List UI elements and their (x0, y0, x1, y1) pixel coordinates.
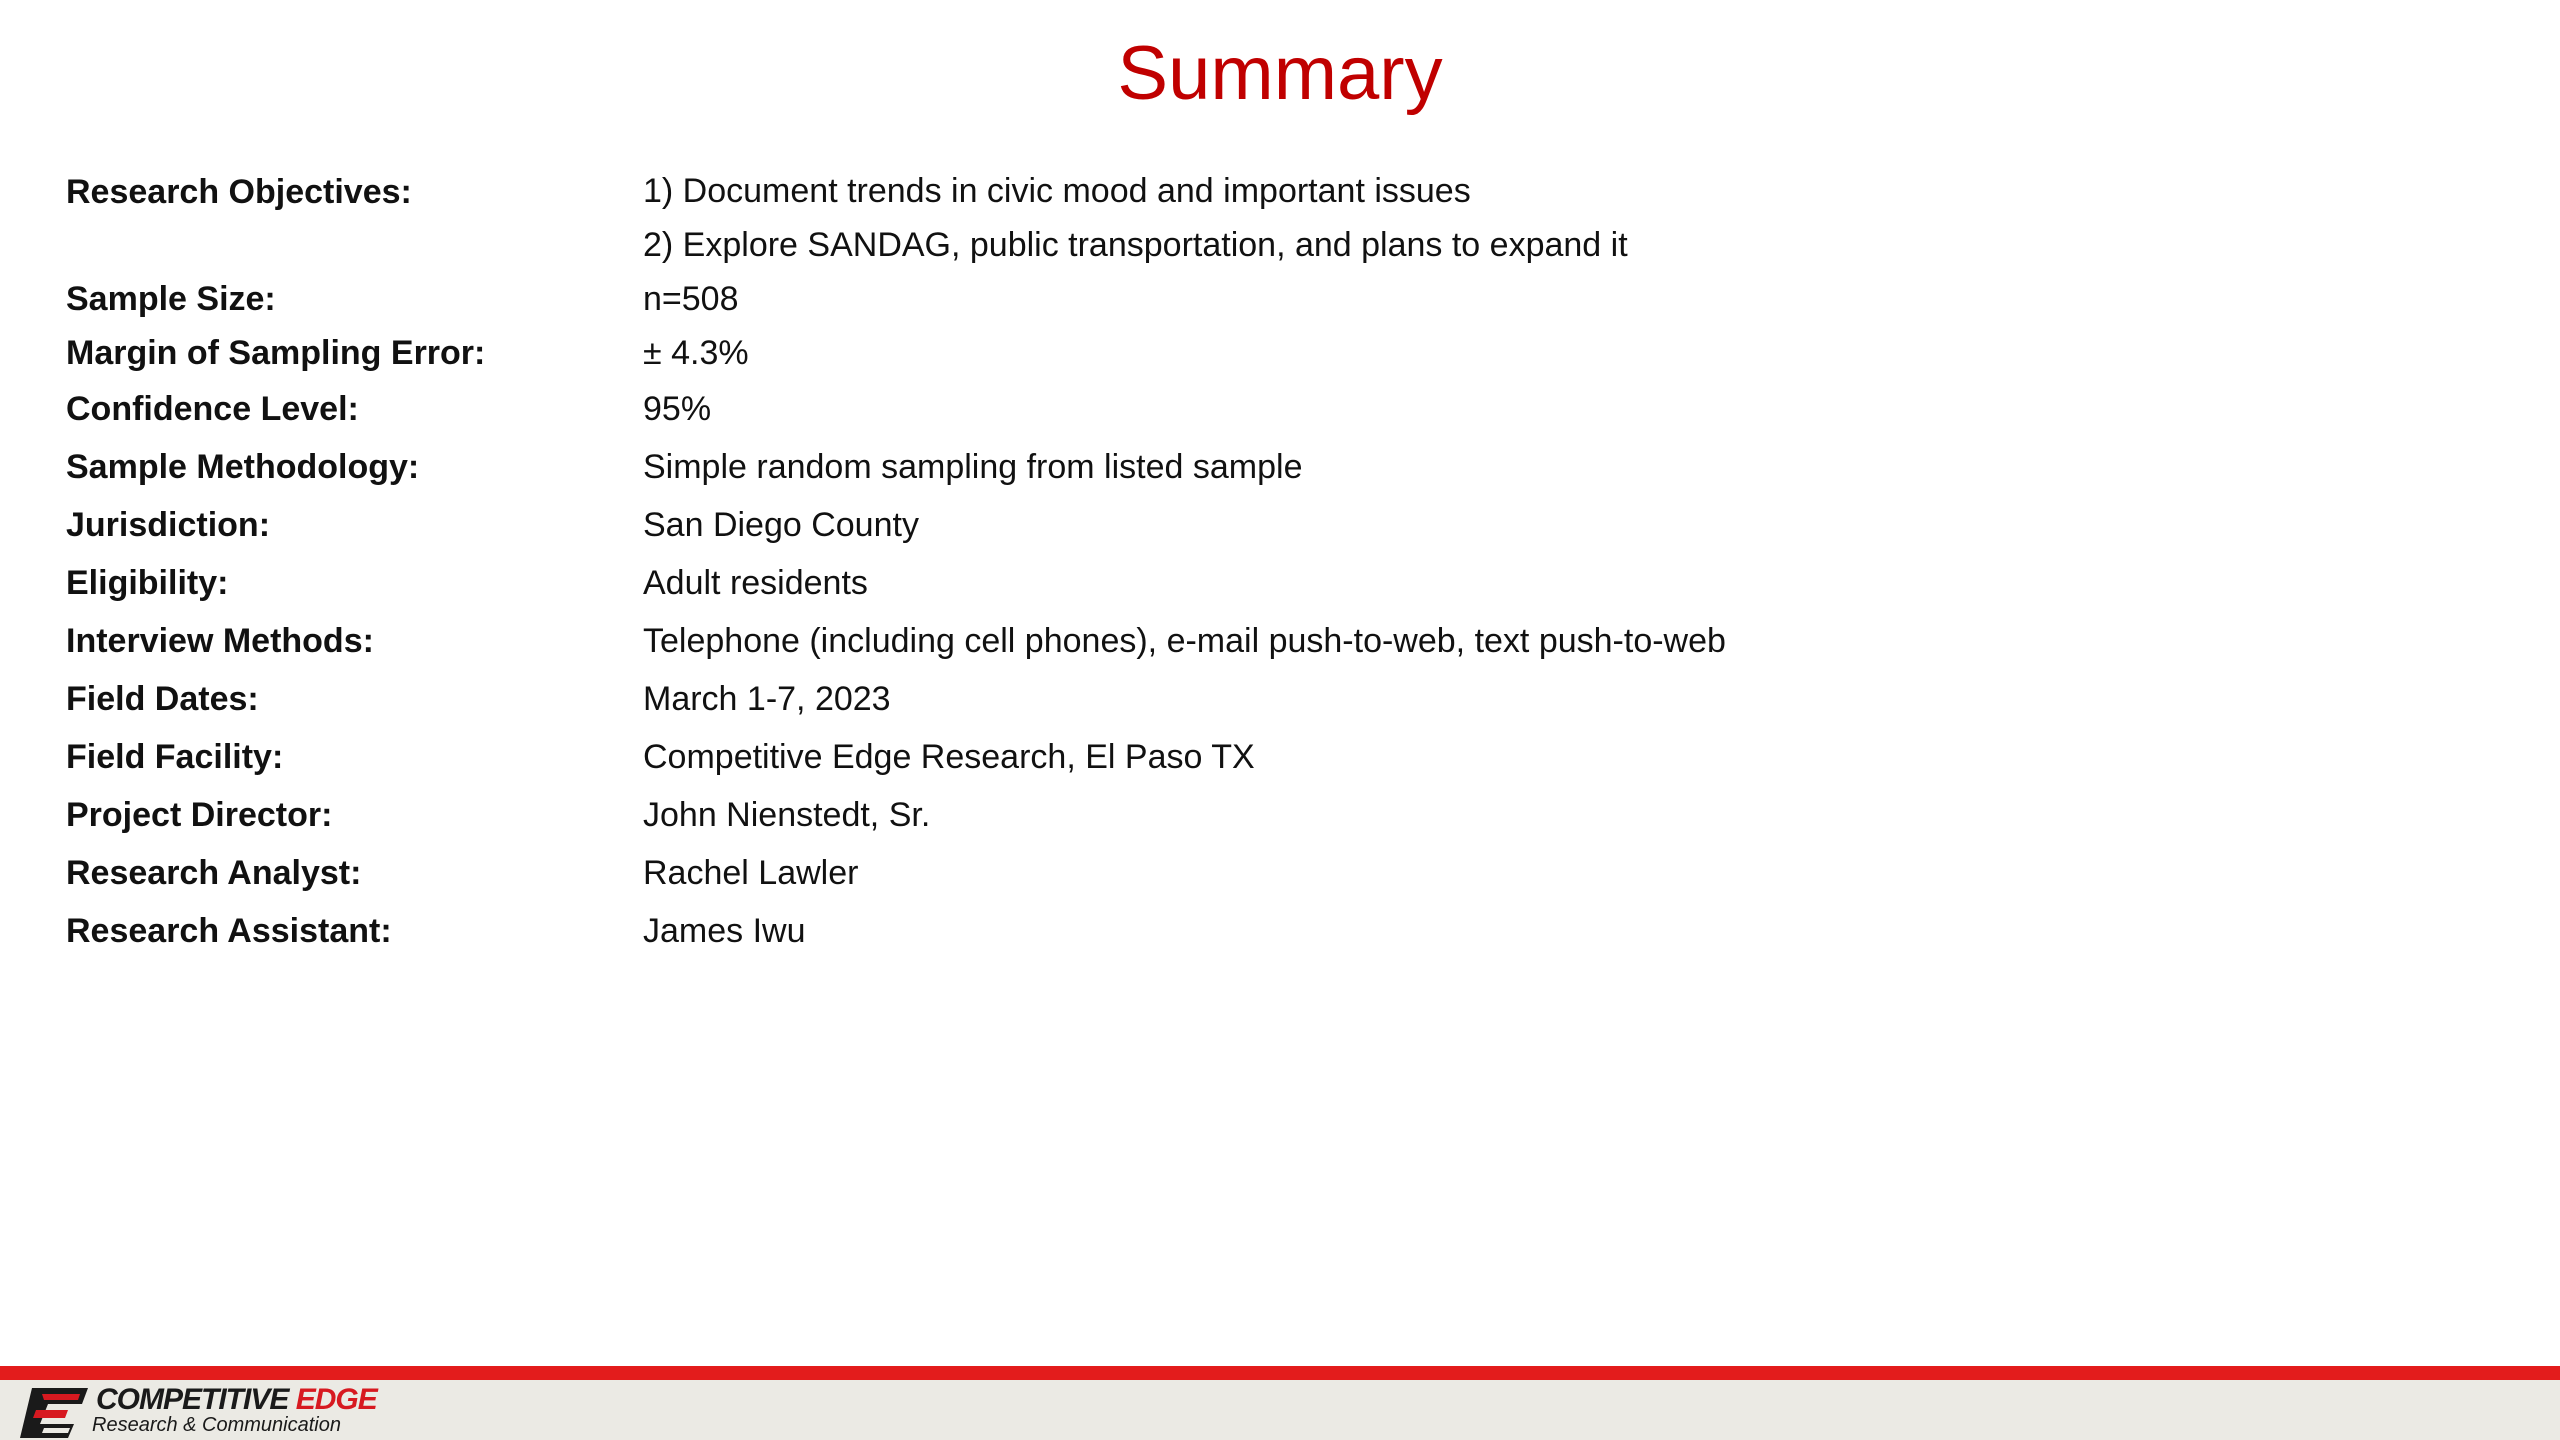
summary-label: Research Analyst: (66, 854, 362, 892)
summary-value: March 1-7, 2023 (643, 680, 891, 718)
summary-value: 1) Document trends in civic mood and important issues (643, 172, 1471, 210)
summary-row-research-objectives (66, 164, 2466, 272)
summary-label: Margin of Sampling Error: (66, 334, 486, 372)
summary-values (643, 670, 2466, 728)
summary-value: ± 4.3% (643, 334, 749, 372)
summary-row-interview-methods (66, 612, 2466, 670)
summary-label: Sample Size: (66, 280, 276, 318)
summary-values (643, 612, 2466, 670)
summary-row-field-dates (66, 670, 2466, 728)
summary-values (643, 844, 2466, 902)
summary-row-jurisdiction (66, 496, 2466, 554)
summary-row-research-assistant (66, 902, 2466, 960)
company-logo (18, 1383, 377, 1440)
summary-label: Sample Methodology: (66, 448, 420, 486)
summary-values (643, 272, 2466, 326)
summary-list (66, 164, 2466, 960)
logo-tagline: Research & Communication (92, 1414, 341, 1436)
summary-row-eligibility (66, 554, 2466, 612)
summary-label: Interview Methods: (66, 622, 374, 660)
summary-label: Research Assistant: (66, 912, 392, 950)
summary-values (643, 902, 2466, 960)
summary-value: n=508 (643, 280, 739, 318)
footer-accent-stripe (0, 1366, 2560, 1380)
summary-value: Competitive Edge Research, El Paso TX (643, 738, 1255, 776)
competitive-edge-logo-icon (18, 1384, 90, 1440)
summary-row-sample-size (66, 272, 2466, 326)
logo-wordmark (96, 1384, 377, 1416)
summary-value: Rachel Lawler (643, 854, 859, 892)
logo-name-part2: EDGE (295, 1383, 377, 1416)
logo-name-part1: COMPETITIVE (96, 1383, 296, 1416)
summary-label: Research Objectives: (66, 173, 412, 211)
summary-value: John Nienstedt, Sr. (643, 796, 931, 834)
summary-label: Field Facility: (66, 738, 284, 776)
summary-values (643, 554, 2466, 612)
summary-row-field-facility (66, 728, 2466, 786)
summary-values (643, 728, 2466, 786)
summary-value: 2) Explore SANDAG, public transportation, and plans to expand it (643, 226, 1628, 264)
summary-value: Simple random sampling from listed sample (643, 448, 1303, 486)
summary-value: Telephone (including cell phones), e-mail push-to-web, text push-to-web (643, 622, 1726, 660)
summary-values (643, 380, 2466, 438)
summary-value: James Iwu (643, 912, 806, 950)
summary-values (643, 164, 2466, 272)
summary-value: Adult residents (643, 564, 868, 602)
summary-row-confidence-level (66, 380, 2466, 438)
summary-value: San Diego County (643, 506, 919, 544)
summary-row-project-director (66, 786, 2466, 844)
summary-label: Jurisdiction: (66, 506, 271, 544)
summary-label: Field Dates: (66, 680, 259, 718)
summary-label: Confidence Level: (66, 390, 359, 428)
summary-row-margin-of-error (66, 326, 2466, 380)
summary-values (643, 786, 2466, 844)
summary-values (643, 326, 2466, 380)
summary-values (643, 438, 2466, 496)
summary-label: Eligibility: (66, 564, 229, 602)
summary-values (643, 496, 2466, 554)
summary-row-sample-methodology (66, 438, 2466, 496)
page-title: Summary (1117, 31, 1443, 116)
summary-label: Project Director: (66, 796, 333, 834)
summary-value: 95% (643, 390, 712, 428)
summary-row-research-analyst (66, 844, 2466, 902)
